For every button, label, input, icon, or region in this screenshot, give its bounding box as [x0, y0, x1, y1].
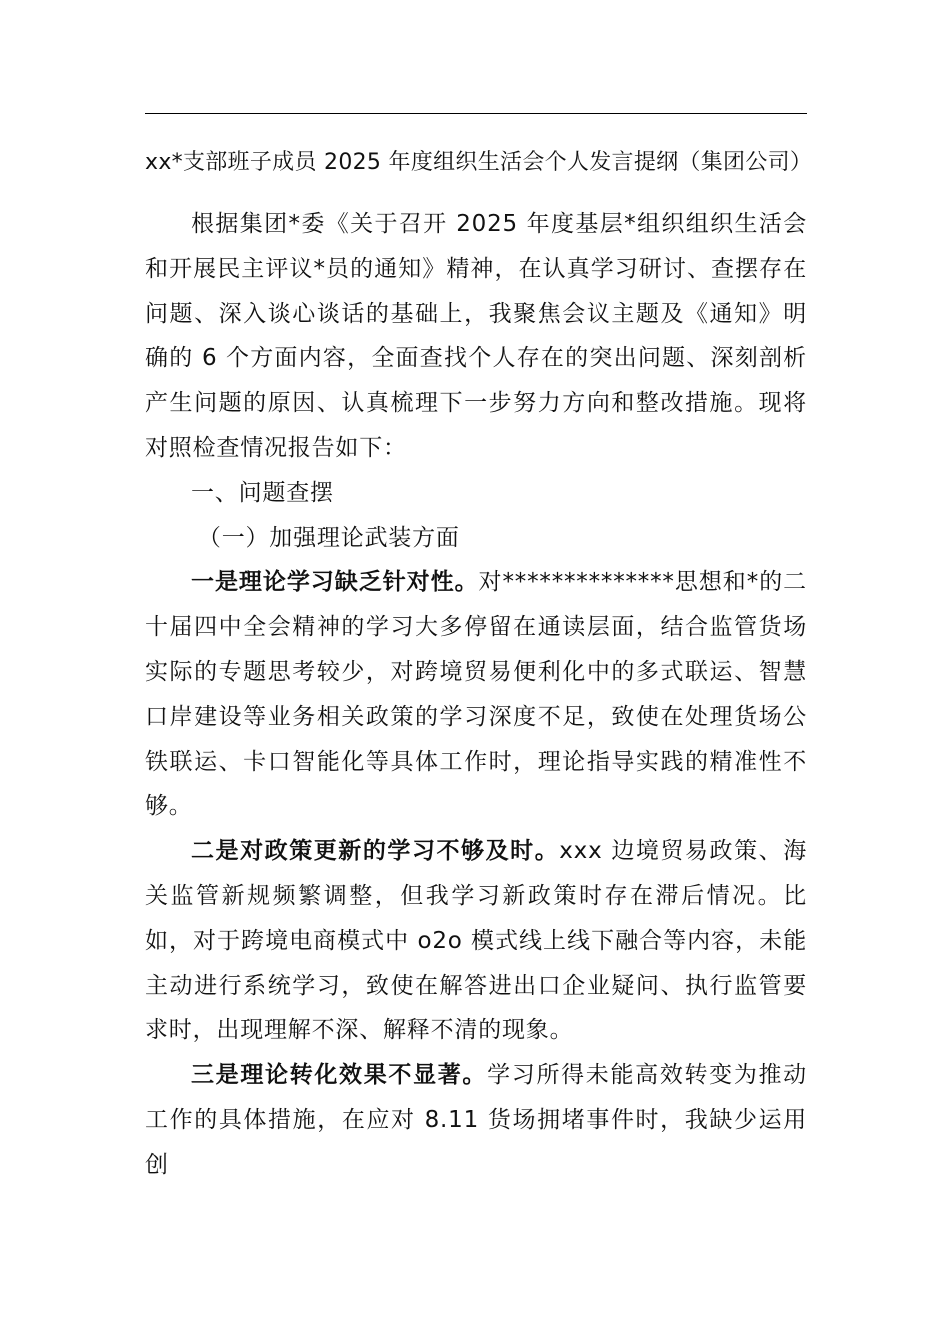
- subsection-heading-theory: （一）加强理论武装方面: [197, 524, 460, 551]
- point-text-3: 学习所得未能高效转变为推动工作的具体措施，在应对 8.11 货场拥堵事件时，我缺少运用创: [145, 1062, 807, 1178]
- document-body: [145, 202, 807, 1188]
- document-content: [145, 146, 813, 1188]
- header-rule: [145, 113, 807, 114]
- point-text-1: 对**************思想和*的二十届四中全会精神的学习大多停留在通读层面，结合监管货场实际的专题思考较少，对跨境贸易便利化中的多式联运、智慧口岸建设等业务相关政策的学习深度不足，致使在处理货场公铁联运、卡口智能化等具体工作时，理论指导实践的精准性不够。: [145, 569, 807, 820]
- point-lead-1: 一是理论学习缺乏针对性。: [191, 569, 479, 596]
- section-heading-problems: 一、问题查摆: [191, 479, 334, 506]
- point-text-2: xxx 边境贸易政策、海关监管新规频繁调整，但我学习新政策时存在滞后情况。比如，对于跨境电商模式中 o2o 模式线上线下融合等内容，未能主动进行系统学习，致使在解答进出口企业疑问、执行监管要求时，出现理解不深、解释不清的现象。: [145, 838, 807, 1044]
- intro-paragraph: 根据集团*委《关于召开 2025 年度基层*组织组织生活会和开展民主评议*员的通知》精神，在认真学习研讨、查摆存在问题、深入谈心谈话的基础上，我聚焦会议主题及《通知》明确的 6 个方面内容，全面查找个人存在的突出问题、深刻剖析产生问题的原因、认真梳理下一步努力方向和整改措施。现将对照检查情况报告如下：: [145, 211, 807, 461]
- document-title: xx*支部班子成员 2025 年度组织生活会个人发言提纲（集团公司）: [145, 150, 813, 175]
- point-lead-2: 二是对政策更新的学习不够及时。: [191, 838, 560, 865]
- point-paragraph-2: [145, 829, 807, 1053]
- point-lead-3: 三是理论转化效果不显著。: [191, 1062, 488, 1089]
- point-paragraph-1: [145, 560, 807, 829]
- point-paragraph-3: [145, 1053, 807, 1187]
